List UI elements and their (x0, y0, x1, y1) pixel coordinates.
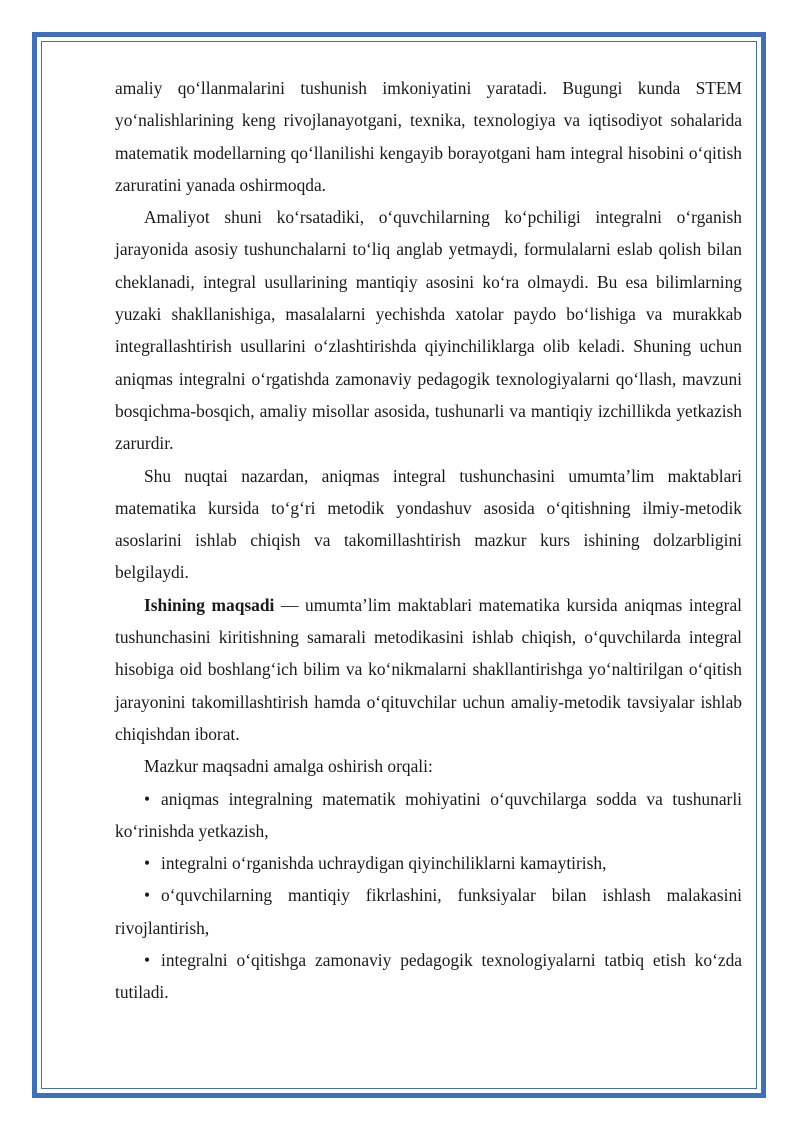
document-body (115, 72, 742, 1009)
list-item-text: integralni o‘qitishga zamonaviy pedagogik texnologiyalarni tatbiq etish ko‘zda tutiladi. (115, 950, 742, 1003)
paragraph-2: Amaliyot shuni ko‘rsatadiki, o‘quvchilarning ko‘pchiligi integralni o‘rganish jarayonida asosiy tushunchalarni to‘liq anglab yetmaydi, formulalarni eslab qolish bilan cheklanadi, integral usullarining mantiqiy asosini ko‘ra olmaydi. Bu esa bilimlarning yuzaki shakllanishiga, masalalarni yechishda xatolar paydo bo‘lishiga va murakkab integrallashtirish usullarini o‘zlashtirishda qiyinchiliklarga olib keladi. Shuning uchun aniqmas integralni o‘rgatishda zamonaviy pedagogik texnologiyalarni qo‘llash, mavzuni bosqichma-bosqich, amaliy misollar asosida, tushunarli va mantiqiy izchillikda yetkazish zarurdir. (115, 207, 742, 454)
goal-label: Ishining maqsadi (144, 594, 275, 615)
list-item (115, 879, 742, 944)
list-item-text: integralni o‘rganishda uchraydigan qiyinchiliklarni kamaytirish, (161, 853, 607, 874)
goal-paragraph (115, 589, 742, 750)
list-intro: Mazkur maqsadni amalga oshirish orqali: (144, 756, 433, 777)
list-item (115, 783, 742, 848)
bullet-icon: • (144, 950, 151, 971)
goal-text: — umumta’lim maktablari matematika kursida aniqmas integral tushunchasini kiritishning samarali metodikasini ishlab chiqish, o‘quvchilarda integral hisobiga oid boshlang‘ich bilim va ko‘nikmalarni shakllantirishga yo‘naltirilgan o‘qitish jarayonini takomillashtirish hamda o‘qituvchilar uchun amaliy-metodik tavsiyalar ishlab chiqishdan iborat. (115, 594, 742, 744)
bullet-icon: • (144, 788, 151, 809)
list-item-text: aniqmas integralning matematik mohiyatini o‘quvchilarga sodda va tushunarli ko‘rinishda yetkazish, (115, 788, 742, 841)
list-item-text: o‘quvchilarning mantiqiy fikrlashini, funksiyalar bilan ishlash malakasini rivojlantirish, (115, 885, 742, 938)
paragraph-1: amaliy qo‘llanmalarini tushunish imkoniyatini yaratadi. Bugungi kunda STEM yo‘nalishlarining keng rivojlanayotgani, texnika, texnologiya va iqtisodiyot sohalarida matematik modellarning qo‘llanilishi kengayib borayotgani ham integral hisobini o‘qitish zaruratini yanada oshirmoqda. (115, 78, 742, 195)
bullet-icon: • (144, 885, 151, 906)
list-item (115, 944, 742, 1009)
list-item (115, 847, 742, 879)
bullet-icon: • (144, 853, 151, 874)
paragraph-3: Shu nuqtai nazardan, aniqmas integral tushunchasini umumta’lim maktablari matematika kursida to‘g‘ri metodik yondashuv asosida o‘qitishning ilmiy-metodik asoslarini ishlab chiqish va takomillashtirish mazkur kurs ishining dolzarbligini belgilaydi. (115, 465, 742, 583)
